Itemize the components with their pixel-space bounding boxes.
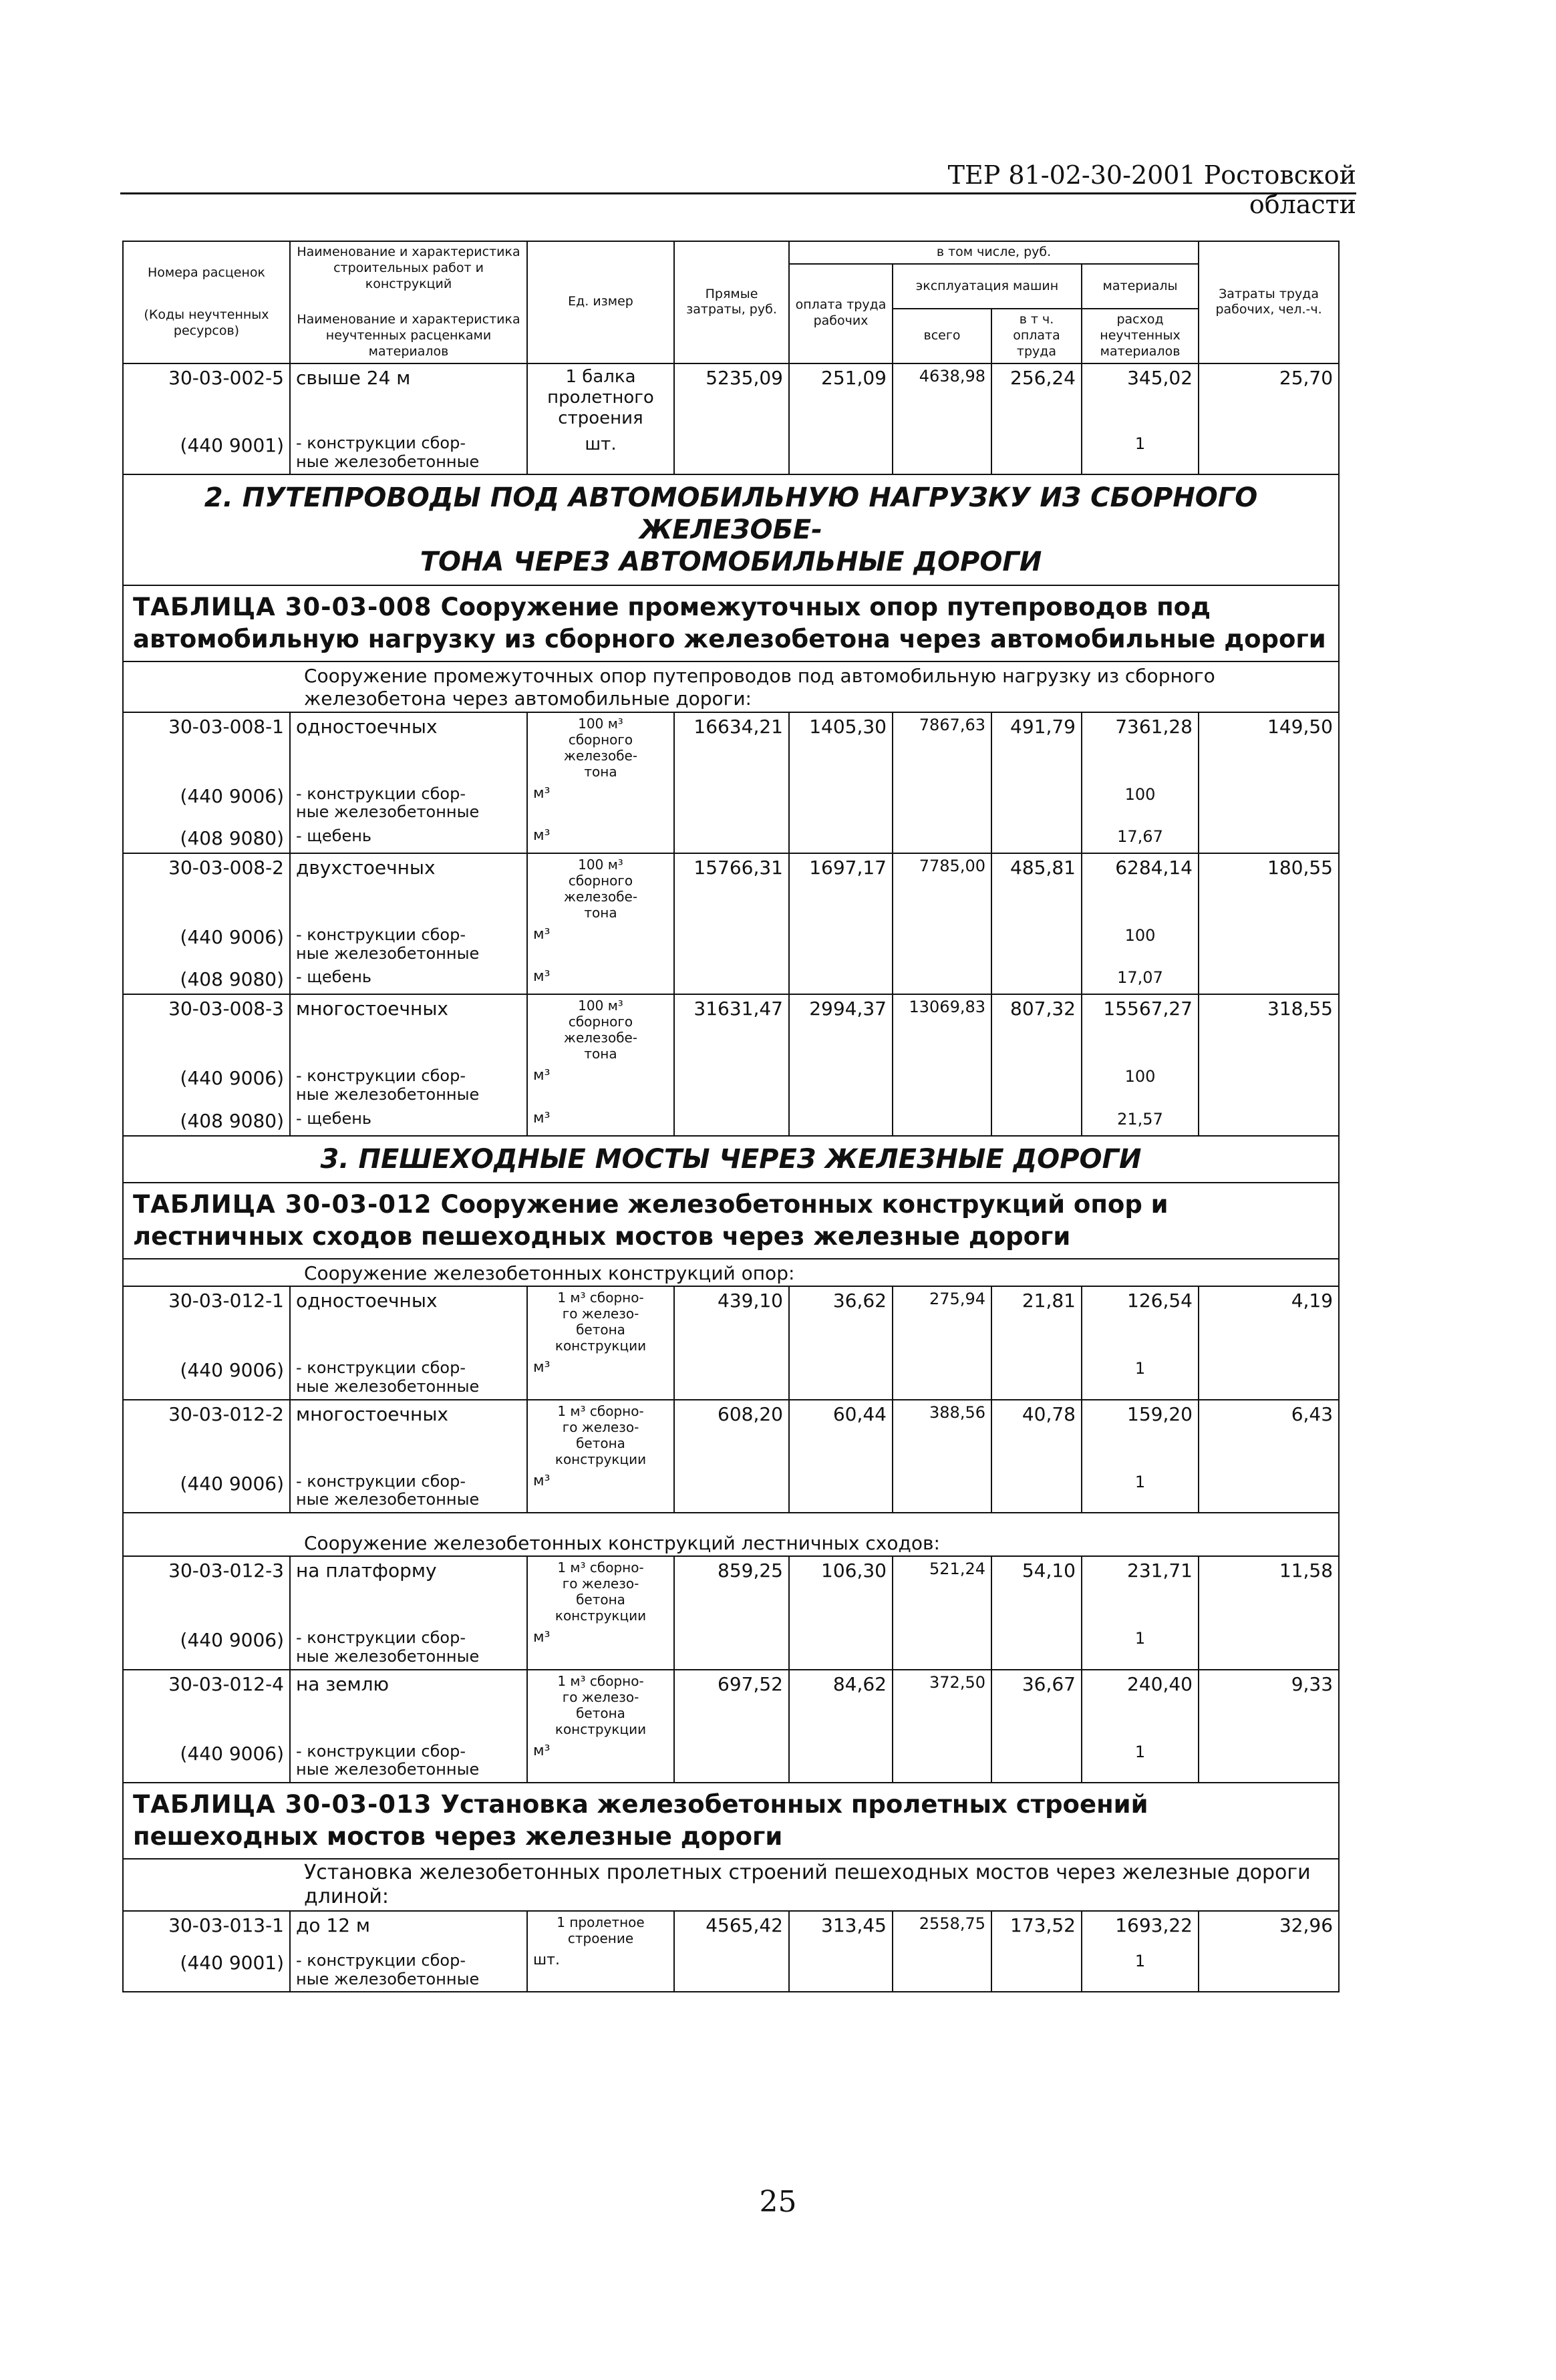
row-hours: 25,70 xyxy=(1199,363,1339,432)
row-mat: 7361,28 xyxy=(1082,712,1199,782)
row-name: двухстоечных xyxy=(290,853,527,923)
resource-qty: 17,67 xyxy=(1082,825,1199,853)
row-name: многостоечных xyxy=(290,994,527,1064)
resource-unit: шт. xyxy=(527,432,674,474)
resource-qty: 100 xyxy=(1082,923,1199,965)
price-table-page xyxy=(122,241,1338,1992)
resource-unit: м³ xyxy=(527,1740,674,1783)
empty-cell xyxy=(991,1626,1082,1669)
row-code: 30-03-008-2 xyxy=(123,853,290,923)
row-name: до 12 м xyxy=(290,1911,527,1949)
resource-name: - конструкции сбор- ные железобетонные xyxy=(290,923,527,965)
row-direct: 697,52 xyxy=(674,1670,789,1740)
row-mach-pay: 807,32 xyxy=(991,994,1082,1064)
resource-row xyxy=(123,1107,1339,1136)
table-row xyxy=(123,1400,1339,1470)
resource-qty: 1 xyxy=(1082,1740,1199,1783)
row-pay: 84,62 xyxy=(789,1670,893,1740)
page-number: 25 xyxy=(759,2185,797,2219)
row-name: одностоечных xyxy=(290,1286,527,1356)
row-unit: 1 м³ сборно- го железо- бетона конструкции xyxy=(527,1400,674,1470)
empty-cell xyxy=(789,1107,893,1136)
row-code: 30-03-013-1 xyxy=(123,1911,290,1949)
group-subheading: Установка железобетонных пролетных строений пешеходных мостов через железные дороги длиной: xyxy=(123,1859,1339,1911)
row-code: 30-03-002-5 xyxy=(123,363,290,432)
section-title: 2. ПУТЕПРОВОДЫ ПОД АВТОМОБИЛЬНУЮ НАГРУЗКУ ИЗ СБОРНОГО ЖЕЛЕЗОБЕ- ТОНА ЧЕРЕЗ АВТОМОБИЛЬНЫЕ ДОРОГИ xyxy=(123,474,1339,585)
row-mach-pay: 485,81 xyxy=(991,853,1082,923)
group-subheading: Сооружение железобетонных конструкций опор: xyxy=(123,1259,1339,1287)
row-hours: 4,19 xyxy=(1199,1286,1339,1356)
column-header-row xyxy=(123,241,1339,264)
resource-qty: 1 xyxy=(1082,1626,1199,1669)
empty-cell xyxy=(893,923,991,965)
empty-cell xyxy=(789,1626,893,1669)
empty-cell xyxy=(893,1626,991,1669)
row-mat: 126,54 xyxy=(1082,1286,1199,1356)
table-row xyxy=(123,853,1339,923)
resource-row xyxy=(123,965,1339,994)
col-code-bottom: (Коды неучтенных ресурсов) xyxy=(144,307,269,339)
resource-row xyxy=(123,1626,1339,1669)
table-row xyxy=(123,994,1339,1064)
empty-cell xyxy=(789,1064,893,1106)
row-direct: 608,20 xyxy=(674,1400,789,1470)
row-unit: 100 м³ сборного железобе- тона xyxy=(527,853,674,923)
row-hours: 11,58 xyxy=(1199,1556,1339,1626)
row-pay: 106,30 xyxy=(789,1556,893,1626)
row-mach-pay: 54,10 xyxy=(991,1556,1082,1626)
empty-cell xyxy=(991,1064,1082,1106)
empty-cell xyxy=(1199,1470,1339,1513)
resource-unit: м³ xyxy=(527,1064,674,1106)
empty-cell xyxy=(991,1740,1082,1783)
empty-cell xyxy=(674,1470,789,1513)
resource-name: - щебень xyxy=(290,965,527,994)
table-row xyxy=(123,363,1339,432)
row-pay: 1405,30 xyxy=(789,712,893,782)
table-row xyxy=(123,1670,1339,1740)
table-title xyxy=(123,585,1339,661)
table-caption: Сооружение промежуточных опор путепроводов под автомобильную нагрузку из сборного железобетона через автомобильные дороги xyxy=(133,593,1326,654)
row-unit: 1 м³ сборно- го железо- бетона конструкции xyxy=(527,1556,674,1626)
resource-unit: м³ xyxy=(527,1626,674,1669)
empty-cell xyxy=(674,825,789,853)
empty-cell xyxy=(789,1356,893,1399)
table-title xyxy=(123,1183,1339,1259)
empty-cell xyxy=(893,1740,991,1783)
resource-name: - конструкции сбор- ные железобетонные xyxy=(290,1470,527,1513)
empty-cell xyxy=(674,923,789,965)
resource-qty: 17,07 xyxy=(1082,965,1199,994)
row-direct: 4565,42 xyxy=(674,1911,789,1949)
row-unit: 100 м³ сборного железобе- тона xyxy=(527,712,674,782)
resource-code: (440 9001) xyxy=(123,1949,290,1992)
row-mach: 388,56 xyxy=(893,1400,991,1470)
row-code: 30-03-012-3 xyxy=(123,1556,290,1626)
col-code xyxy=(123,241,290,363)
empty-cell xyxy=(674,1064,789,1106)
resource-row xyxy=(123,1740,1339,1783)
resource-code: (408 9080) xyxy=(123,825,290,853)
resource-name: - щебень xyxy=(290,825,527,853)
row-direct: 439,10 xyxy=(674,1286,789,1356)
row-name: многостоечных xyxy=(290,1400,527,1470)
empty-cell xyxy=(1199,1740,1339,1783)
resource-qty: 1 xyxy=(1082,1356,1199,1399)
empty-cell xyxy=(991,1107,1082,1136)
empty-cell xyxy=(789,1740,893,1783)
row-mat: 231,71 xyxy=(1082,1556,1199,1626)
empty-cell xyxy=(991,965,1082,994)
resource-row xyxy=(123,782,1339,825)
row-hours: 9,33 xyxy=(1199,1670,1339,1740)
empty-cell xyxy=(991,1470,1082,1513)
empty-cell xyxy=(1199,923,1339,965)
row-mach: 7867,63 xyxy=(893,712,991,782)
table-caption: Сооружение железобетонных конструкций опор и лестничных сходов пешеходных мостов через железные дороги xyxy=(133,1189,1169,1251)
row-unit: 100 м³ сборного железобе- тона xyxy=(527,994,674,1064)
empty-cell xyxy=(893,1064,991,1106)
row-hours: 32,96 xyxy=(1199,1911,1339,1949)
empty-cell xyxy=(674,782,789,825)
row-direct: 859,25 xyxy=(674,1556,789,1626)
empty-cell xyxy=(893,782,991,825)
row-unit: 1 балка пролетного строения xyxy=(527,363,674,432)
empty-cell xyxy=(1199,825,1339,853)
row-direct: 31631,47 xyxy=(674,994,789,1064)
row-mach-pay: 40,78 xyxy=(991,1400,1082,1470)
row-name: свыше 24 м xyxy=(290,363,527,432)
resource-name: - конструкции сбор- ные железобетонные xyxy=(290,1356,527,1399)
resource-unit: м³ xyxy=(527,923,674,965)
resource-name: - конструкции сбор- ные железобетонные xyxy=(290,1064,527,1106)
empty-cell xyxy=(991,1949,1082,1992)
row-hours: 180,55 xyxy=(1199,853,1339,923)
row-code: 30-03-012-1 xyxy=(123,1286,290,1356)
row-mat: 159,20 xyxy=(1082,1400,1199,1470)
empty-cell xyxy=(674,1356,789,1399)
resource-row xyxy=(123,1356,1339,1399)
row-name: на землю xyxy=(290,1670,527,1740)
row-pay: 251,09 xyxy=(789,363,893,432)
row-mat: 240,40 xyxy=(1082,1670,1199,1740)
empty-cell xyxy=(991,923,1082,965)
row-code: 30-03-012-4 xyxy=(123,1670,290,1740)
col-materials-unacc: расход неучтенных материалов xyxy=(1082,309,1199,363)
resource-qty: 1 xyxy=(1082,1470,1199,1513)
table-label: ТАБЛИЦА 30-03-012 xyxy=(133,1189,432,1219)
resource-code: (440 9006) xyxy=(123,1626,290,1669)
empty-cell xyxy=(1199,1107,1339,1136)
empty-cell xyxy=(1199,1064,1339,1106)
resource-qty: 21,57 xyxy=(1082,1107,1199,1136)
row-name: одностоечных xyxy=(290,712,527,782)
empty-cell xyxy=(991,825,1082,853)
empty-cell xyxy=(789,965,893,994)
table-row xyxy=(123,1556,1339,1626)
col-direct: Прямые затраты, руб. xyxy=(674,241,789,363)
section-title: 3. ПЕШЕХОДНЫЕ МОСТЫ ЧЕРЕЗ ЖЕЛЕЗНЫЕ ДОРОГИ xyxy=(123,1136,1339,1183)
empty-cell xyxy=(789,1470,893,1513)
table-row xyxy=(123,712,1339,782)
price-table-section2 xyxy=(122,712,1340,1137)
table-row xyxy=(123,1911,1339,1949)
row-mat: 6284,14 xyxy=(1082,853,1199,923)
resource-code: (440 9006) xyxy=(123,782,290,825)
group-subheading: Сооружение железобетонных конструкций лестничных сходов: xyxy=(123,1513,1339,1557)
resource-code: (408 9080) xyxy=(123,1107,290,1136)
row-mach: 7785,00 xyxy=(893,853,991,923)
col-machines-labor: в т ч. оплата труда xyxy=(991,309,1082,363)
row-mach-pay: 256,24 xyxy=(991,363,1082,432)
row-pay: 1697,17 xyxy=(789,853,893,923)
empty-cell xyxy=(789,1949,893,1992)
empty-cell xyxy=(674,1107,789,1136)
resource-code: (408 9080) xyxy=(123,965,290,994)
table-caption: Установка железобетонных пролетных строений пешеходных мостов через железные дороги xyxy=(133,1789,1148,1851)
empty-cell xyxy=(1199,1356,1339,1399)
resource-qty: 1 xyxy=(1082,432,1199,474)
row-mach: 4638,98 xyxy=(893,363,991,432)
row-unit: 1 м³ сборно- го железо- бетона конструкции xyxy=(527,1286,674,1356)
empty-cell xyxy=(674,1626,789,1669)
row-direct: 16634,21 xyxy=(674,712,789,782)
resource-name: - конструкции сбор- ные железобетонные xyxy=(290,1626,527,1669)
resource-unit: м³ xyxy=(527,1107,674,1136)
empty-cell xyxy=(893,825,991,853)
resource-row xyxy=(123,1949,1339,1992)
resource-qty: 100 xyxy=(1082,782,1199,825)
col-labor-pay: оплата труда рабочих xyxy=(789,264,893,363)
row-mach: 275,94 xyxy=(893,1286,991,1356)
header-rule xyxy=(120,192,1356,194)
price-table-section3 xyxy=(122,1135,1340,1993)
price-table xyxy=(122,241,1340,713)
empty-cell xyxy=(1199,782,1339,825)
group-subheading: Сооружение промежуточных опор путепроводов под автомобильную нагрузку из сборного железобетона через автомобильные дороги: xyxy=(123,661,1339,712)
row-unit: 1 пролетное строение xyxy=(527,1911,674,1949)
empty-cell xyxy=(893,1949,991,1992)
row-unit: 1 м³ сборно- го железо- бетона конструкции xyxy=(527,1670,674,1740)
empty-cell xyxy=(789,923,893,965)
resource-name: - конструкции сбор- ные железобетонные xyxy=(290,1740,527,1783)
empty-cell xyxy=(1199,1626,1339,1669)
resource-unit: м³ xyxy=(527,965,674,994)
resource-name: - конструкции сбор- ные железобетонные xyxy=(290,1949,527,1992)
empty-cell xyxy=(991,1356,1082,1399)
row-code: 30-03-012-2 xyxy=(123,1400,290,1470)
table-label: ТАБЛИЦА 30-03-008 xyxy=(133,593,432,622)
col-name-top: Наименование и характеристика строительных работ и конструкций xyxy=(297,245,520,291)
resource-code: (440 9001) xyxy=(123,432,290,474)
row-pay: 313,45 xyxy=(789,1911,893,1949)
resource-code: (440 9006) xyxy=(123,1064,290,1106)
table-row xyxy=(123,1286,1339,1356)
empty-cell xyxy=(893,1356,991,1399)
row-pay: 60,44 xyxy=(789,1400,893,1470)
resource-unit: м³ xyxy=(527,782,674,825)
row-mach: 372,50 xyxy=(893,1670,991,1740)
document-header: ТЕР 81-02-30-2001 Ростовской области xyxy=(947,160,1356,219)
empty-cell xyxy=(674,1740,789,1783)
resource-code: (440 9006) xyxy=(123,1470,290,1513)
row-mach-pay: 173,52 xyxy=(991,1911,1082,1949)
row-mach-pay: 21,81 xyxy=(991,1286,1082,1356)
col-machines: эксплуатация машин xyxy=(893,264,1082,309)
col-code-top: Номера расценок xyxy=(148,265,265,280)
row-mat: 1693,22 xyxy=(1082,1911,1199,1949)
col-labor-hours: Затраты труда рабочих, чел.-ч. xyxy=(1199,241,1339,363)
col-unit: Ед. измер xyxy=(527,241,674,363)
empty-cell xyxy=(893,1470,991,1513)
empty-cell xyxy=(991,782,1082,825)
empty-cell xyxy=(1199,965,1339,994)
empty-cell xyxy=(674,965,789,994)
row-mach: 2558,75 xyxy=(893,1911,991,1949)
resource-code: (440 9006) xyxy=(123,1740,290,1783)
empty-cell xyxy=(674,1949,789,1992)
resource-name: - щебень xyxy=(290,1107,527,1136)
col-machines-total: всего xyxy=(893,309,991,363)
row-mat: 15567,27 xyxy=(1082,994,1199,1064)
resource-qty: 100 xyxy=(1082,1064,1199,1106)
row-mach-pay: 36,67 xyxy=(991,1670,1082,1740)
empty-cell xyxy=(893,1107,991,1136)
resource-name: - конструкции сбор- ные железобетонные xyxy=(290,782,527,825)
row-hours: 6,43 xyxy=(1199,1400,1339,1470)
row-direct: 5235,09 xyxy=(674,363,789,432)
col-materials: материалы xyxy=(1082,264,1199,309)
row-direct: 15766,31 xyxy=(674,853,789,923)
row-pay: 36,62 xyxy=(789,1286,893,1356)
resource-name: - конструкции сбор- ные железобетонные xyxy=(290,432,527,474)
resource-code: (440 9006) xyxy=(123,923,290,965)
row-mach: 13069,83 xyxy=(893,994,991,1064)
row-name: на платформу xyxy=(290,1556,527,1626)
resource-qty: 1 xyxy=(1082,1949,1199,1992)
resource-unit: шт. xyxy=(527,1949,674,1992)
row-code: 30-03-008-3 xyxy=(123,994,290,1064)
resource-unit: м³ xyxy=(527,1356,674,1399)
resource-row xyxy=(123,923,1339,965)
resource-row xyxy=(123,825,1339,853)
table-title xyxy=(123,1783,1339,1859)
row-code: 30-03-008-1 xyxy=(123,712,290,782)
resource-code: (440 9006) xyxy=(123,1356,290,1399)
row-mach: 521,24 xyxy=(893,1556,991,1626)
resource-unit: м³ xyxy=(527,1470,674,1513)
col-name xyxy=(290,241,527,363)
resource-row xyxy=(123,1064,1339,1106)
empty-cell xyxy=(893,965,991,994)
row-mach-pay: 491,79 xyxy=(991,712,1082,782)
row-pay: 2994,37 xyxy=(789,994,893,1064)
empty-cell xyxy=(789,825,893,853)
empty-cell xyxy=(1199,1949,1339,1992)
resource-row xyxy=(123,1470,1339,1513)
resource-unit: м³ xyxy=(527,825,674,853)
row-hours: 149,50 xyxy=(1199,712,1339,782)
row-hours: 318,55 xyxy=(1199,994,1339,1064)
col-name-bottom: Наименование и характеристика неучтенных расценками материалов xyxy=(297,312,520,359)
empty-cell xyxy=(789,782,893,825)
table-label: ТАБЛИЦА 30-03-013 xyxy=(133,1789,432,1819)
col-incl: в том числе, руб. xyxy=(789,241,1199,264)
row-mat: 345,02 xyxy=(1082,363,1199,432)
resource-row xyxy=(123,432,1339,474)
